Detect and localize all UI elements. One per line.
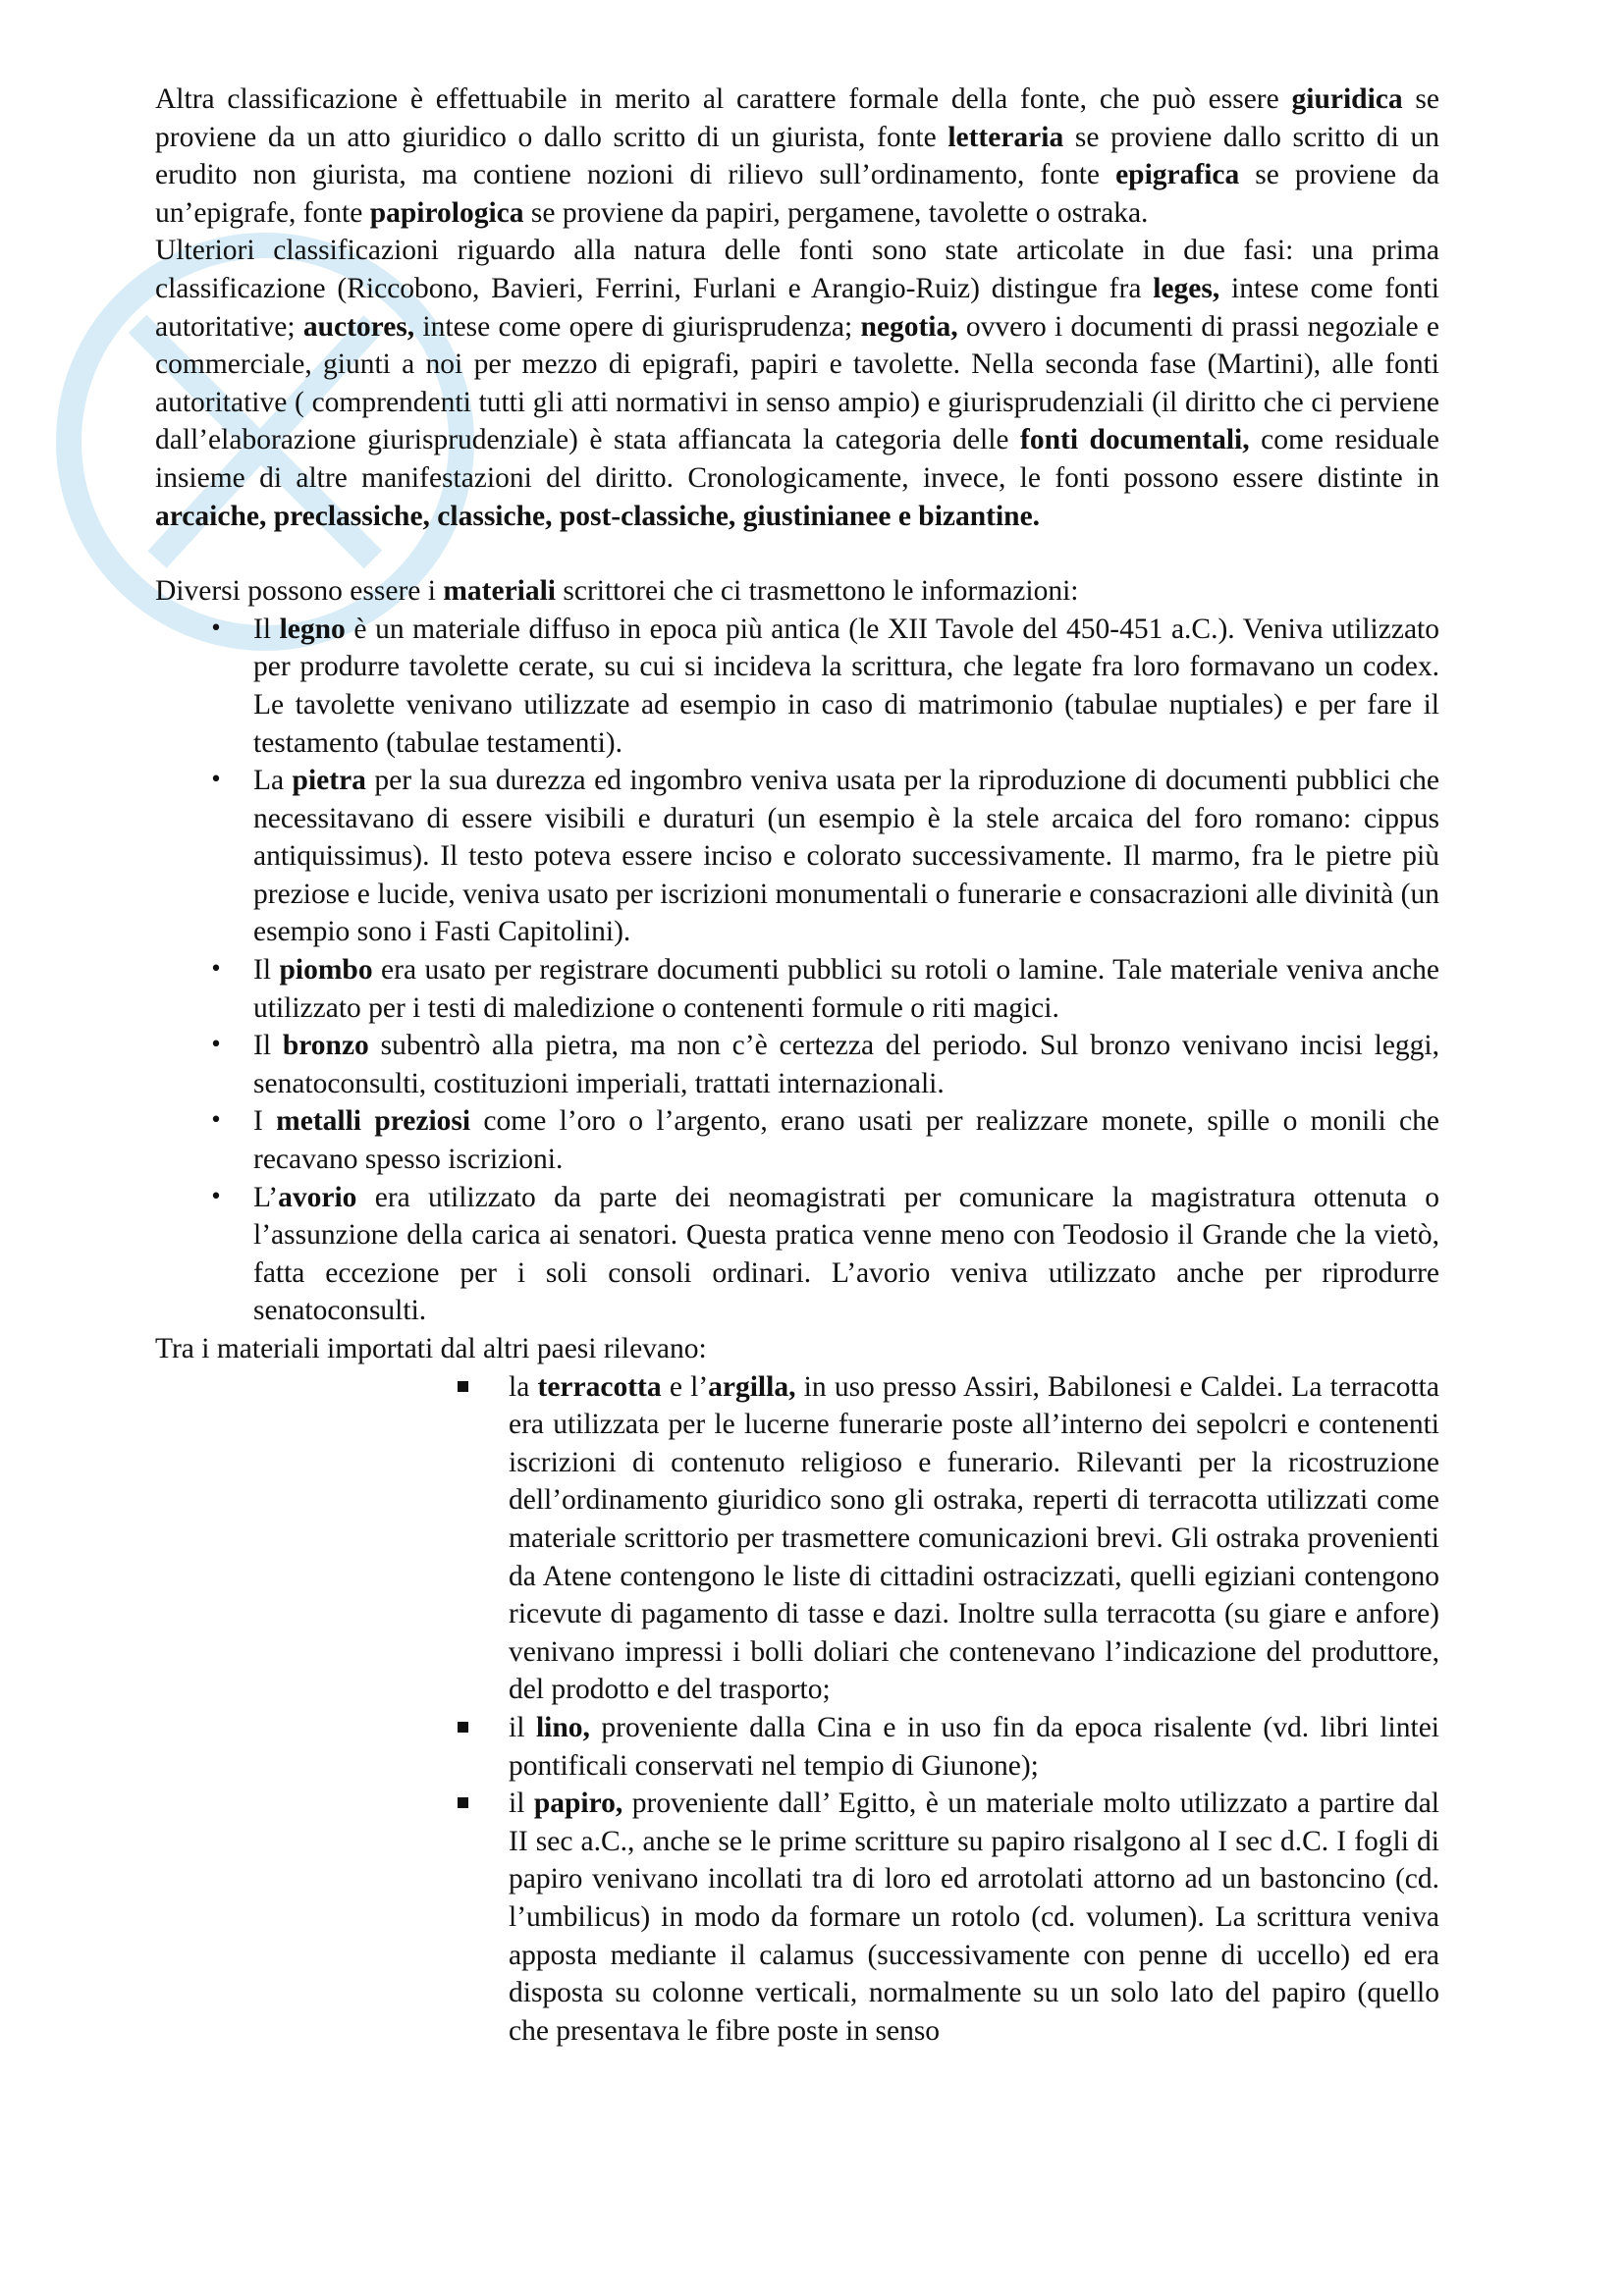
list-item (155, 951, 1439, 1027)
text-run: Il (253, 613, 280, 645)
text-run: era utilizzato da parte dei neomagistrati per comunicare la magistratura ottenuta o l’assunzione della carica ai senatori. Questa pratica venne meno con Teodosio il Grande che la vietò, fatta eccezione per i soli consoli ordinari. L’avorio veniva utilizzato anche per riprodurre senatoconsulti. (253, 1181, 1439, 1327)
materials-list (155, 611, 1439, 1330)
bold-term: lino, (535, 1711, 590, 1743)
text-run: il (509, 1711, 536, 1743)
list-item (155, 1102, 1439, 1178)
bold-term: arcaiche, preclassiche, classiche, post-classiche, giustinianee e bizantine. (155, 500, 1041, 532)
square-bullet-icon (458, 1797, 468, 1808)
bullet-icon: • (209, 1184, 223, 1209)
list-item (450, 1368, 1439, 1709)
list-item (155, 762, 1439, 951)
bold-term: piombo (279, 954, 373, 987)
text-run: proveniente dall’ Egitto, è un materiale molto utilizzato a partire dal II sec a.C., anche se le prime scritture su papiro risalgono al I sec d.C. I fogli di papiro venivano incollati tra di loro ed arrotolati attorno ad un bastoncino (cd. l’umbilicus) in modo da formare un rotolo (cd. volumen). La scrittura veniva apposta mediante il calamus (successivamente con penne di uccello) ed era disposta su colonne verticali, normalmente su un solo lato del papiro (quello che presentava le fibre poste in senso (509, 1788, 1439, 2047)
text-run: se proviene da un’epigrafe, fonte (155, 159, 1439, 229)
text-run: Altra classificazione è effettuabile in merito al carattere formale della fonte, che può essere (155, 83, 1292, 115)
text-run: Il (253, 954, 280, 987)
text-run: Ulteriori classificazioni riguardo alla natura delle fonti sono state articolate in due fasi: una prima classificazione (Riccobono, Bavieri, Ferrini, Furlani e Arangio-Ruiz) distingue fra (155, 235, 1439, 304)
imported-materials-list (450, 1368, 1439, 2051)
text-run: è un materiale diffuso in epoca più antica (le XII Tavole del 450-451 a.C.). Veniva utilizzato per produrre tavolette cerate, su cui si incideva la scrittura, che legate fra loro formavano un codex. Le tavolette venivano utilizzate ad esempio in caso di matrimonio (tabulae nuptiales) e per fare il testamento (tabulae testamenti). (253, 613, 1439, 759)
intro-paragraph (155, 232, 1439, 535)
bold-term: pietra (292, 765, 366, 797)
bold-term: terracotta (537, 1370, 662, 1403)
list-item (155, 611, 1439, 762)
bold-term: bronzo (282, 1030, 369, 1062)
text-run: La (253, 765, 293, 797)
text-run: intese come opere di giurisprudenza; (414, 310, 861, 343)
text-run: se proviene da papiri, pergamene, tavolette o ostraka. (523, 196, 1149, 229)
bold-term: auctores, (302, 310, 415, 343)
bold-term: legno (279, 613, 346, 645)
text-run: se proviene da un atto giuridico o dallo scritto di un giurista, fonte (155, 83, 1439, 153)
bold-term: letteraria (947, 121, 1064, 153)
text-run: la (509, 1370, 538, 1403)
text-run: e l’ (661, 1370, 709, 1403)
text-run: scrittorei che ci trasmettono le informazioni: (556, 575, 1079, 608)
bullet-icon: • (209, 615, 223, 641)
list-item-text (253, 765, 1439, 947)
bold-term: giuridica (1291, 83, 1403, 115)
text-run: come residuale insieme di altre manifestazioni del diritto. Cronologicamente, invece, le fonti possono essere distinte in (155, 424, 1439, 494)
list-item (155, 1179, 1439, 1330)
square-bullet-icon (458, 1722, 468, 1733)
text-run: L’ (253, 1181, 279, 1213)
bold-term: papirologica (369, 196, 524, 229)
bold-term: epigrafica (1115, 159, 1240, 191)
list-item-text (253, 1182, 1439, 1327)
list-item-text (509, 1371, 1439, 1706)
bullet-icon: • (209, 768, 223, 793)
list-item-text (509, 1712, 1439, 1782)
bold-term: leges, (1153, 272, 1220, 304)
list-item (450, 1709, 1439, 1785)
text-run: era usato per registrare documenti pubblici su rotoli o lamine. Tale materiale veniva anche utilizzato per i testi di maledizione o contenenti formule o riti magici. (253, 954, 1439, 1024)
text-run: I (253, 1105, 277, 1138)
text-run: Diversi possono essere i (155, 575, 444, 608)
text-run: per la sua durezza ed ingombro veniva usata per la riproduzione di documenti pubblici che necessitavano di essere visibili e duraturi (un esempio è la stele arcaica del foro romano: cippus antiquissimus). Il testo poteva essere inciso e colorato successivamente. Il marmo, fra le pietre più preziose e lucide, veniva usato per iscrizioni monumentali o funerarie e consacrazioni alle divinità (un esempio sono i Fasti Capitolini). (253, 765, 1439, 948)
list-item-text (253, 1030, 1439, 1099)
bullet-icon: • (209, 1033, 223, 1058)
text-run: Tra i materiali importati dal altri paesi rilevano: (155, 1333, 707, 1364)
text-run: Il (253, 1030, 283, 1062)
bold-term: avorio (278, 1181, 357, 1213)
bold-term: papiro, (533, 1788, 623, 1820)
list-item (155, 1027, 1439, 1102)
bold-term: materiali (443, 575, 557, 608)
imported-intro (155, 1330, 1439, 1368)
bold-term: argilla, (708, 1370, 796, 1403)
text-run: come l’oro o l’argento, erano usati per realizzare monete, spille o monili che recavano spesso iscrizioni. (253, 1105, 1439, 1176)
list-item-text (253, 614, 1439, 759)
materials-intro (155, 572, 1439, 611)
text-run: se proviene dallo scritto di un erudito non giurista, ma contiene nozioni di rilievo sull’ordinamento, fonte (155, 121, 1439, 191)
list-item-text (253, 1105, 1439, 1175)
text-run: in uso presso Assiri, Babilonesi e Caldei. La terracotta era utilizzata per le lucerne funerarie poste all’interno dei sepolcri e contenenti iscrizioni di contenuto religioso e funerario. Rilevanti per la ricostruzione dell’ordinamento giuridico sono gli ostraka, reperti di terracotta utilizzati come materiale scrittorio per trasmettere comunicazioni brevi. Gli ostraka provenienti da Atene contengono le liste di cittadini ostracizzati, quelli egiziani contengono ricevute di pagamento di tasse e dazi. Inoltre sulla terracotta (su giare e anfore) venivano impressi i bolli doliari che contenevano l’indicazione del produttore, del prodotto e del trasporto; (509, 1370, 1439, 1706)
text-run: subentrò alla pietra, ma non c’è certezza del periodo. Sul bronzo venivano incisi leggi, senatoconsulti, costituzioni imperiali, trattati internazionali. (253, 1030, 1439, 1099)
bold-term: fonti documentali, (1020, 424, 1250, 456)
square-bullet-icon (458, 1381, 468, 1392)
bold-term: metalli preziosi (276, 1105, 471, 1138)
text-run: il (509, 1788, 534, 1820)
intro-section (155, 80, 1439, 535)
list-item-text (509, 1788, 1439, 2047)
text-run: ovvero i documenti di prassi negoziale e commerciale, giunti a noi per mezzo di epigrafi, papiri e tavolette. Nella seconda fase (Martini), alle fonti autoritative ( comprendenti tutti gli atti normativi in senso ampio) e giurisprudenziali (il diritto che ci perviene dall’elaborazione giurisprudenziale) è stata affiancata la categoria delle (155, 310, 1440, 456)
bullet-icon: • (209, 957, 223, 983)
list-item-text (253, 954, 1439, 1024)
bullet-icon: • (209, 1108, 223, 1134)
bold-term: negotia, (860, 310, 958, 343)
list-item (450, 1785, 1439, 2050)
document-body (155, 80, 1439, 2050)
intro-paragraph (155, 80, 1439, 232)
text-run: proveniente dalla Cina e in uso fin da epoca risalente (vd. libri lintei pontificali conservati nel tempio di Giunone); (509, 1711, 1439, 1782)
paragraph-gap (155, 535, 1439, 572)
text-run: intese come fonti autoritative; (155, 272, 1439, 343)
